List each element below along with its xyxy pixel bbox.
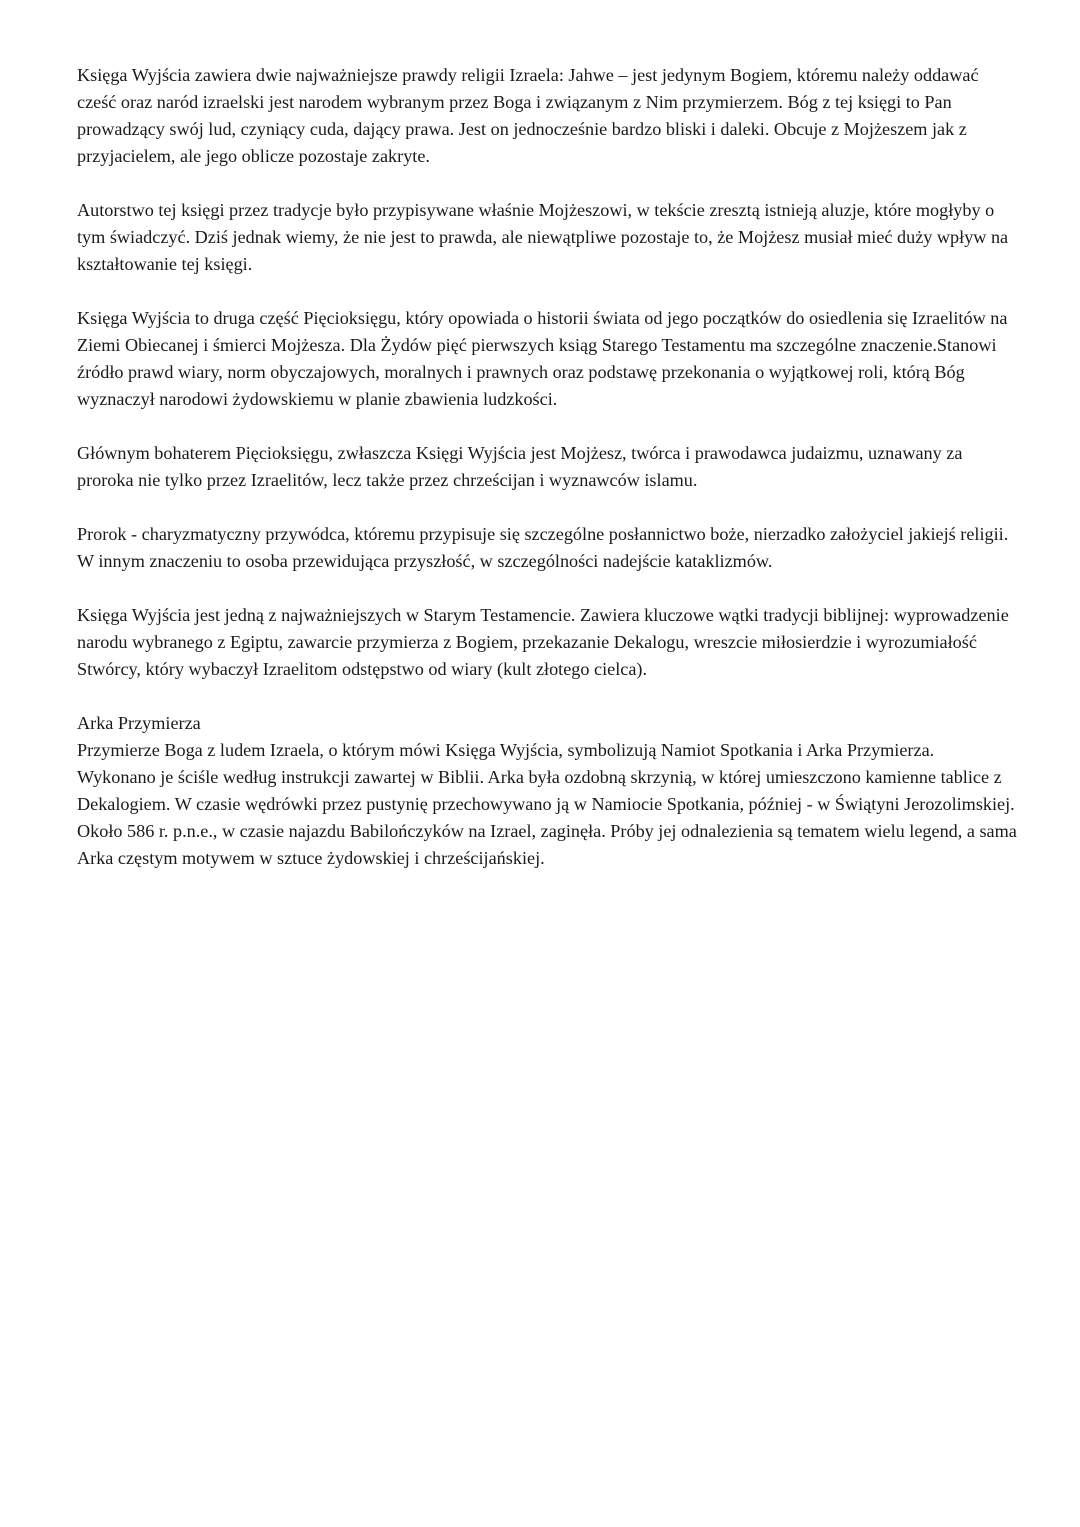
paragraph-moses: Głównym bohaterem Pięcioksięgu, zwłaszcza Księgi Wyjścia jest Mojżesz, twórca i prawodawca judaizmu, uznawany za proroka nie tylko przez Izraelitów, lecz także przez chrześcijan i wyznawców islamu. xyxy=(77,443,963,490)
ark-section xyxy=(77,710,1017,872)
ark-section-body: Przymierze Boga z ludem Izraela, o którym mówi Księga Wyjścia, symbolizują Namiot Spotkania i Arka Przymierza. Wykonano je ściśle według instrukcji zawartej w Biblii. Arka była ozdobną skrzynią, w której umieszczono kamienne tablice z Dekalogiem. W czasie wędrówki przez pustynię przechowywano ją w Namiocie Spotkania, później - w Świątyni Jerozolimskiej. Około 586 r. p.n.e., w czasie najazdu Babilończyków na Izrael, zaginęła. Próby jej odnalezienia są tematem wielu legend, a sama Arka częstym motywem w sztuce żydowskiej i chrześcijańskiej. xyxy=(77,740,1017,868)
paragraph-pentateuch: Księga Wyjścia to druga część Pięcioksięgu, który opowiada o historii świata od jego początków do osiedlenia się Izraelitów na Ziemi Obiecanej i śmierci Mojżesza. Dla Żydów pięć pierwszych ksiąg Starego Testamentu ma szczególne znaczenie.Stanowi źródło prawd wiary, norm obyczajowych, moralnych i prawnych oraz podstawę przekonania o wyjątkowej roli, którą Bóg wyznaczył narodowi żydowskiemu w planie zbawienia ludzkości. xyxy=(77,308,1008,409)
paragraph-importance: Księga Wyjścia jest jedną z najważniejszych w Starym Testamencie. Zawiera kluczowe wątki tradycji biblijnej: wyprowadzenie narodu wybranego z Egiptu, zawarcie przymierza z Bogiem, przekazanie Dekalogu, wreszcie miłosierdzie i wyrozumiałość Stwórcy, który wybaczył Izraelitom odstępstwo od wiary (kult złotego cielca). xyxy=(77,605,1009,679)
paragraph-main-truths: Księga Wyjścia zawiera dwie najważniejsze prawdy religii Izraela: Jahwe – jest jedynym Bogiem, któremu należy oddawać cześć oraz naród izraelski jest narodem wybranym przez Boga i związanym z Nim przymierzem. Bóg z tej księgi to Pan prowadzący swój lud, czyniący cuda, dający prawa. Jest on jednocześnie bardzo bliski i daleki. Obcuje z Mojżeszem jak z przyjacielem, ale jego oblicze pozostaje zakryte. xyxy=(77,65,979,166)
paragraph-authorship: Autorstwo tej księgi przez tradycje było przypisywane właśnie Mojżeszowi, w tekście zresztą istnieją aluzje, które mogłyby o tym świadczyć. Dziś jednak wiemy, że nie jest to prawda, ale niewątpliwe pozostaje to, że Mojżesz musiał mieć duży wpływ na kształtowanie tej księgi. xyxy=(77,200,1009,274)
document-page xyxy=(77,62,1017,872)
ark-section-heading: Arka Przymierza xyxy=(77,713,201,733)
paragraph-prophet-definition: Prorok - charyzmatyczny przywódca, któremu przypisuje się szczególne posłannictwo boże, nierzadko założyciel jakiejś religii. W innym znaczeniu to osoba przewidująca przyszłość, w szczególności nadejście kataklizmów. xyxy=(77,524,1009,571)
